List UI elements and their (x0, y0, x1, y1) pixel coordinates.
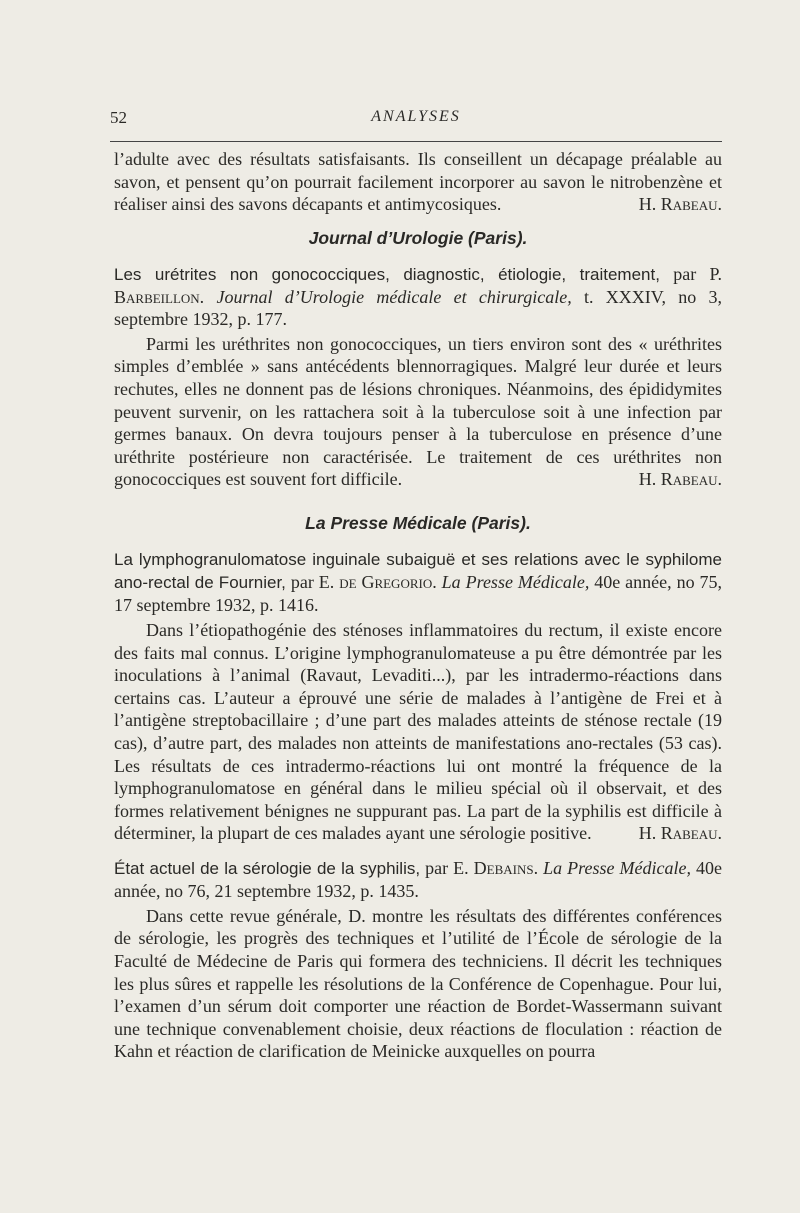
intro-signature (639, 193, 722, 216)
article-1-signature (607, 468, 722, 491)
intro-text: l’adulte avec des résultats satisfaisants. Ils conseillent un décapage préalable au savon, et pensent qu’on pourrait facilement incorporer au savon le nitrobenzène et réaliser ainsi des savons décapants et antimycosiques. (114, 149, 722, 215)
page-header (110, 108, 722, 132)
article-2-heading (114, 548, 722, 616)
article-1-source: Journal d’Urologie médicale et chirurgicale, (216, 286, 572, 307)
signature-name: Rabeau. (660, 823, 722, 844)
article-3-par: par (425, 857, 449, 878)
article-1-par: par (673, 263, 697, 284)
article-1-heading (114, 263, 722, 330)
signature-name: Rabeau. (660, 194, 722, 215)
article-1-paragraph (114, 333, 722, 491)
article-2-title: La lymphogranulomatose inguinale subaiguë et ses relations avec le syphilome ano-rectal de Fournier, (114, 549, 722, 592)
signature-name: Rabeau. (660, 469, 722, 490)
article-3-paragraph (114, 905, 722, 1063)
article-2-details: 40e année, no 75, 17 septembre 1932, p. 1416. (114, 571, 723, 615)
page-number: 52 (110, 108, 127, 127)
signature-initial: H. (638, 823, 657, 844)
article-2-signature (607, 822, 722, 845)
article-3-heading (114, 857, 722, 902)
article-3-text: Dans cette revue générale, D. montre les résultats des différentes conférences de sérologie, les progrès des techniques et l’utilité de l’École de sérologie de la Faculté de Médecine de Paris qui formera des techniciens. Il décrit les techniques les plus sûres et rappelle les résolutions de la Conférence de Copenhague. Pour lui, l’examen d’un sérum doit comporter une réaction de Bordet-Wassermann suivant une technique convenablement choisie, deux réactions de floculation : réaction de Kahn et réaction de clarification de Meinicke auxquelles on pourra (114, 905, 722, 1062)
signature-initial: H. (638, 194, 657, 215)
article-2-author: E. de Gregorio. (318, 571, 437, 592)
article-2-par: par (290, 571, 314, 592)
page-body (114, 148, 722, 1063)
article-2-paragraph (114, 619, 722, 845)
journal-heading-presse-medicale: La Presse Médicale (Paris). (305, 512, 531, 533)
article-1-text: Parmi les uréthrites non gonococciques, un tiers environ sont des « uréthrites simples d’emblée » sans antécédents blennorragiques. Malgré leur durée et leurs rechutes, elles ne donnent pas de lésions chroniques. Néanmoins, des épididymites peuvent survenir, on les rattachera soit à la tuberculose soit à une infection par germes banaux. On devra toujours penser à la tuberculose en présence d’une uréthrite postérieure non caractérisée. Le traitement de ces uréthrites non gonococciques est souvent fort difficile. (114, 333, 722, 490)
article-3-title: État actuel de la sérologie de la syphilis, (114, 858, 421, 878)
intro-paragraph (114, 148, 722, 216)
running-head: ANALYSES (371, 108, 461, 125)
journal-heading-urologie: Journal d’Urologie (Paris). (308, 227, 528, 248)
article-2-text: Dans l’étiopathogénie des sténoses inflammatoires du rectum, il existe encore des faits mal connus. L’origine lymphogranulomateuse a pu être démontrée par les inoculations à l’animal (Ravaut, Levaditi...), par les intradermo-réactions dans certains cas. L’auteur a éprouvé une série de malades à l’antigène de Frei et à l’antigène streptobacillaire ; d’une part des malades atteints de sténose rectale (19 cas), d’autre part, des malades non atteints de manifestations ano-rectales (53 cas). Les résultats de ces intradermo-réactions lui ont montré la fréquence de la lymphogranulomatose en général dans le milieu spécial où il observait, et des formes relativement bénignes ne suppurant pas. La part de la syphilis est difficile à déterminer, la plupart de ces malades ayant une sérologie positive. (114, 619, 722, 844)
article-1-details: t. XXXIV, no 3, septembre 1932, p. 177. (114, 286, 723, 329)
article-1-author: P. Barbeillon. (114, 263, 723, 307)
article-1-title: Les urétrites non gonococciques, diagnostic, étiologie, traitement, (114, 264, 660, 284)
article-3-author: E. Debains. (453, 857, 539, 878)
header-rule (110, 141, 722, 142)
article-3-source: La Presse Médicale, (543, 857, 691, 878)
signature-initial: H. (638, 469, 657, 490)
article-2-source: La Presse Médicale, (441, 571, 590, 592)
article-3-details: 40e année, no 76, 21 septembre 1932, p. 1435. (114, 857, 723, 901)
